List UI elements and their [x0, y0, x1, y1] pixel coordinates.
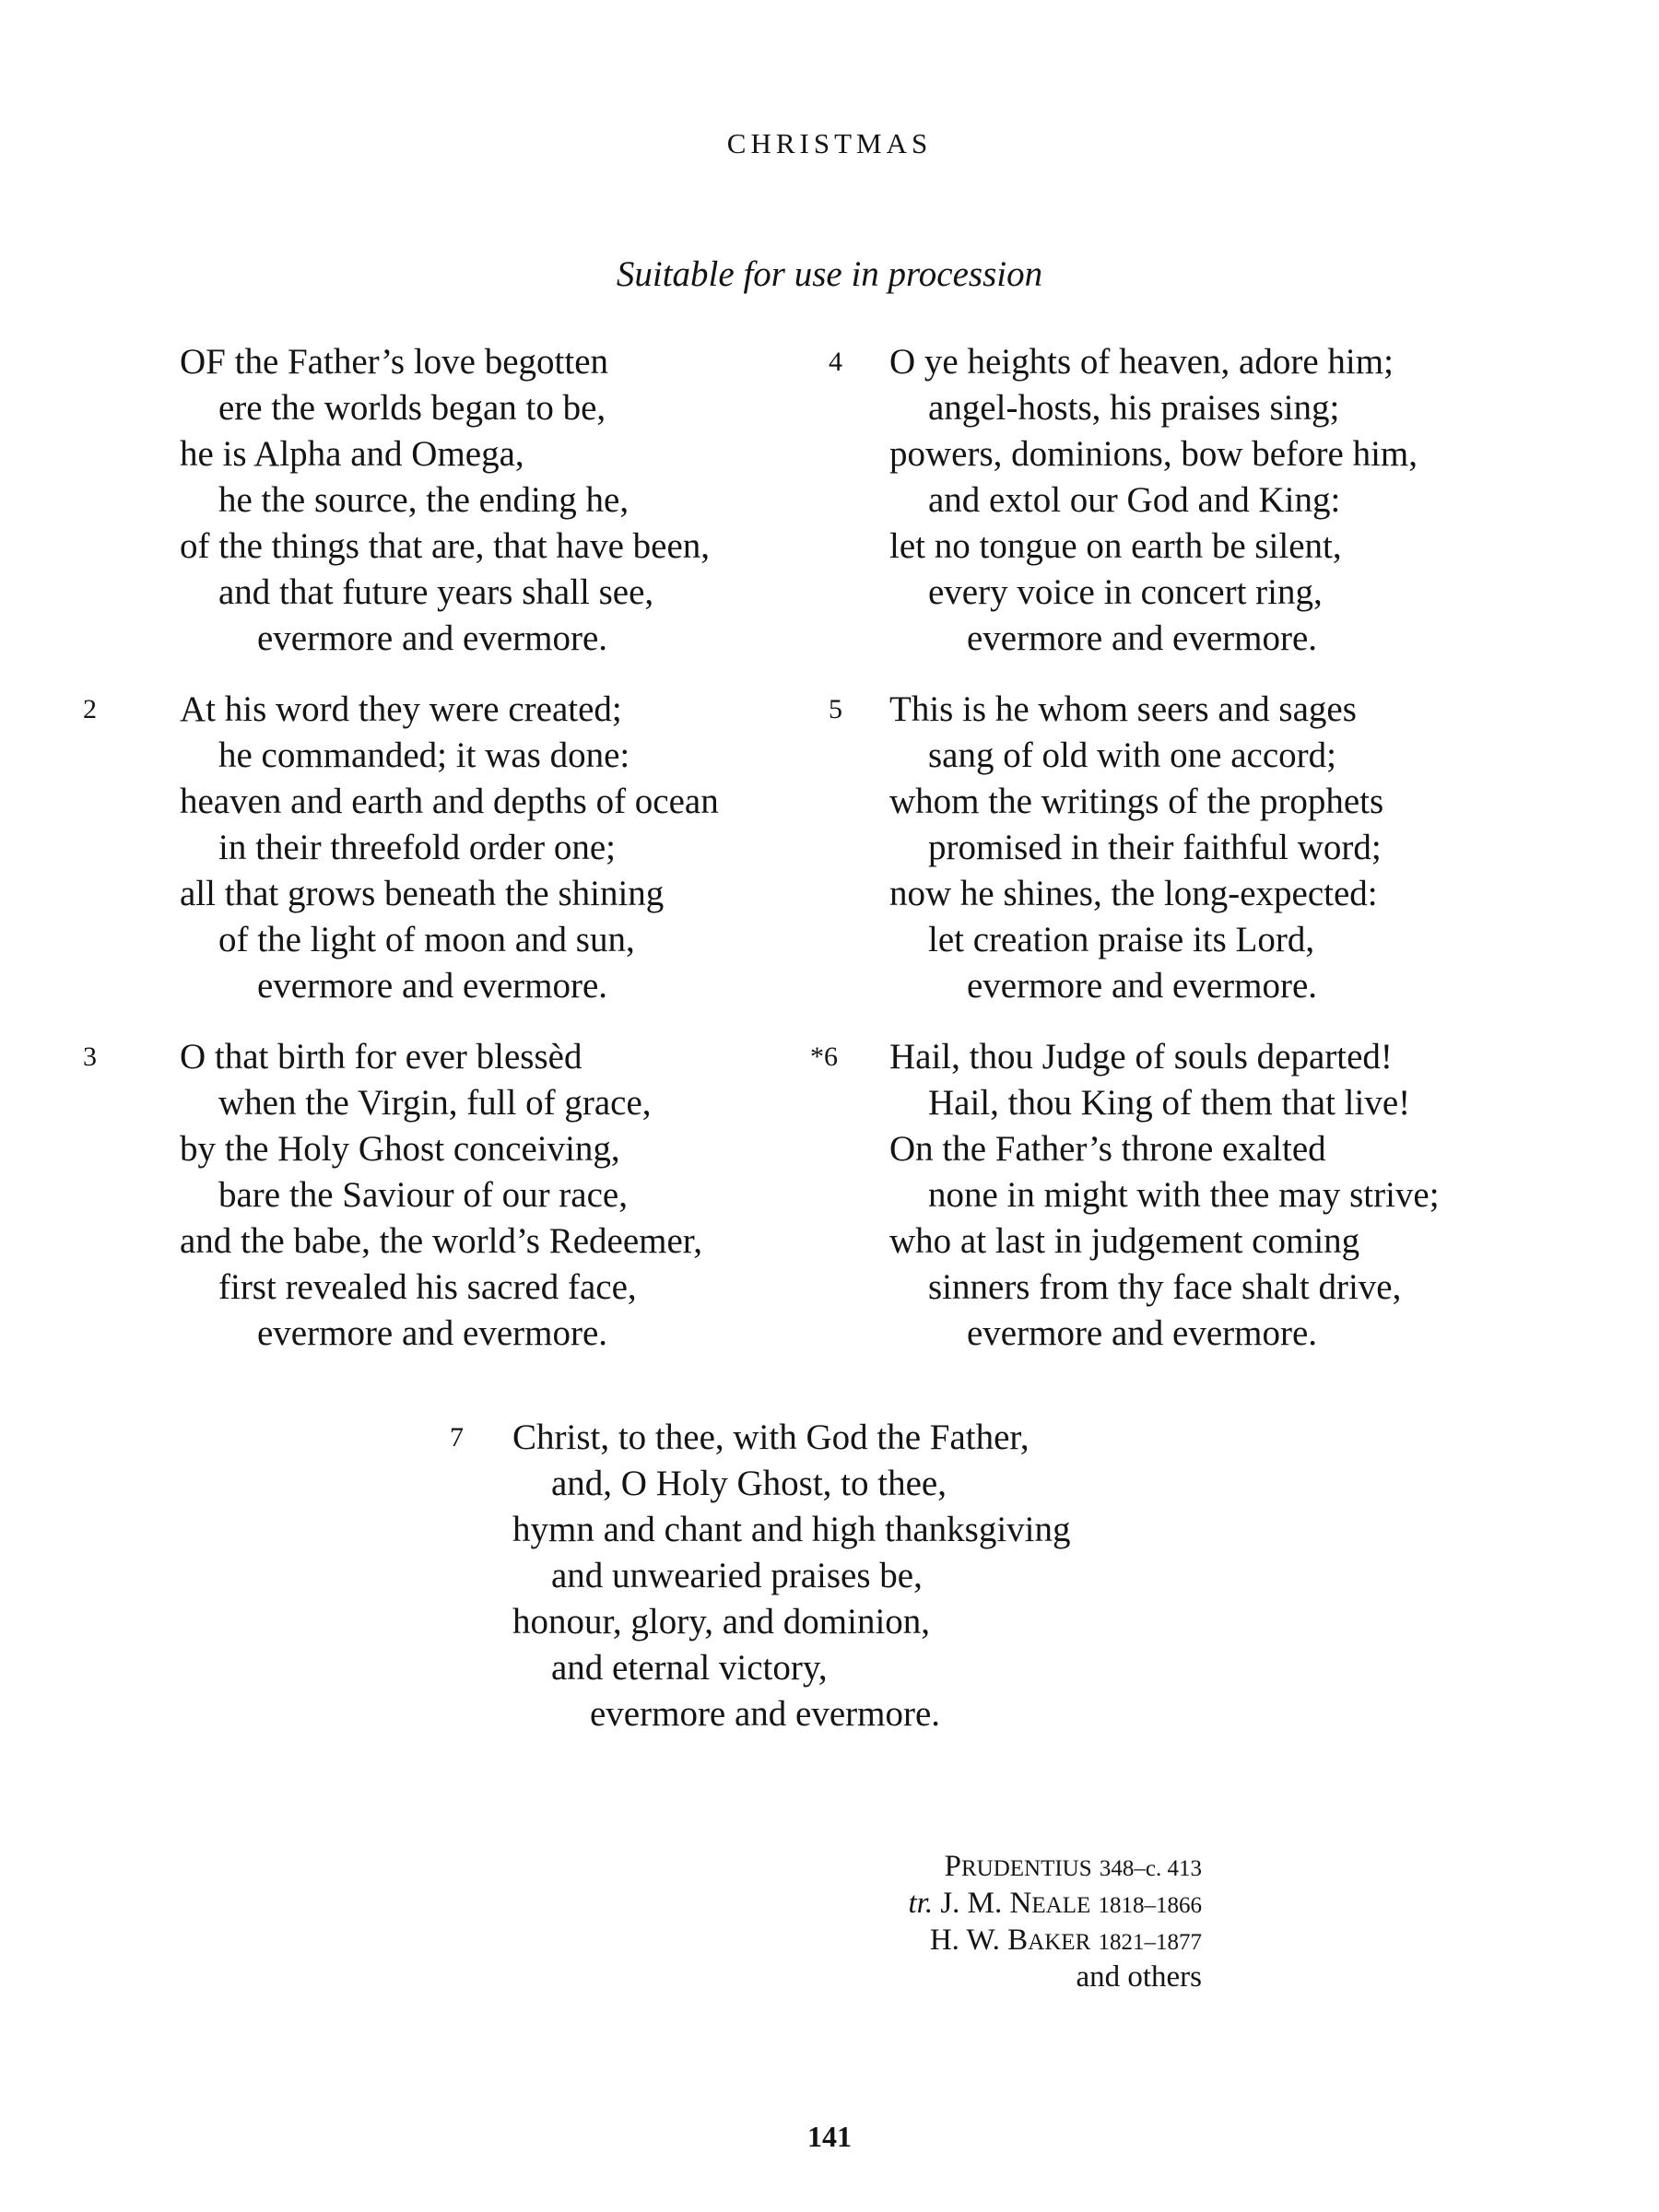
- verse-refrain: evermore and evermore.: [257, 1313, 608, 1353]
- verse-refrain: evermore and evermore.: [257, 618, 608, 658]
- verse-line: first revealed his sacred face,: [218, 1267, 637, 1307]
- verse-number: 4: [829, 347, 842, 377]
- verse-line: promised in their faithful word;: [928, 828, 1382, 867]
- verse-line: now he shines, the long-expected:: [889, 874, 1378, 913]
- author-dates: 348–c. 413: [1099, 1856, 1202, 1881]
- verse-line: sinners from thy face shalt drive,: [928, 1267, 1402, 1307]
- verse-line: by the Holy Ghost conceiving,: [180, 1129, 620, 1169]
- author-name-initial: P: [944, 1850, 961, 1883]
- verse-line: none in might with thee may strive;: [928, 1175, 1440, 1215]
- verse-refrain: evermore and evermore.: [257, 966, 608, 1006]
- verse-line: whom the writings of the prophets: [889, 782, 1384, 821]
- verse-3: [83, 1034, 702, 1357]
- verse-refrain: evermore and evermore.: [967, 966, 1318, 1006]
- attribution-translator-2: [908, 1922, 1202, 1959]
- verse-line: hymn and chant and high thanksgiving: [512, 1510, 1071, 1549]
- verse-line: Hail, thou Judge of souls departed!: [889, 1037, 1393, 1077]
- translator-initials: J. M.: [940, 1887, 1010, 1920]
- verse-line: every voice in concert ring,: [928, 572, 1323, 612]
- verse-line: At his word they were created;: [180, 689, 622, 729]
- verse-line: and, O Holy Ghost, to thee,: [551, 1464, 947, 1503]
- verse-line: angel-hosts, his praises sing;: [928, 388, 1340, 428]
- attribution-others: and others: [1076, 1960, 1202, 1994]
- verse-line: sang of old with one accord;: [928, 735, 1336, 775]
- verse-line: Hail, thou King of them that live!: [928, 1083, 1411, 1123]
- translator-prefix: tr.: [908, 1887, 934, 1920]
- verse-line: he commanded; it was done:: [218, 735, 630, 775]
- page-header: CHRISTMAS: [726, 127, 933, 159]
- verse-line: honour, glory, and dominion,: [512, 1602, 931, 1641]
- verse-line: who at last in judgement coming: [889, 1221, 1360, 1261]
- verse-1: [180, 339, 710, 662]
- translator-name-initial: N: [1009, 1887, 1032, 1920]
- verse-line: let no tongue on earth be silent,: [889, 526, 1342, 566]
- attribution: [908, 1848, 1202, 1995]
- verse-line: of the things that are, that have been,: [180, 526, 711, 566]
- translator-name-rest: AKER: [1028, 1930, 1091, 1955]
- verse-2: [83, 687, 719, 1009]
- verse-line: and that future years shall see,: [218, 572, 654, 612]
- verse-line: This is he whom seers and sages: [889, 689, 1357, 729]
- page-number: 141: [807, 2120, 852, 2153]
- verse-6: [810, 1034, 1440, 1357]
- verse-number: 5: [829, 694, 842, 724]
- translator-initials: H. W.: [929, 1924, 1008, 1957]
- author-name-rest: RUDENTIUS: [960, 1856, 1092, 1881]
- attribution-translator-1: [908, 1885, 1202, 1922]
- verse-line: when the Virgin, full of grace,: [218, 1083, 652, 1123]
- verse-line: On the Father’s throne exalted: [889, 1129, 1326, 1169]
- verse-line: powers, dominions, bow before him,: [889, 434, 1418, 474]
- verse-refrain: evermore and evermore.: [967, 1313, 1318, 1353]
- verse-line: all that grows beneath the shining: [180, 874, 665, 913]
- verse-refrain: evermore and evermore.: [590, 1694, 941, 1734]
- verse-line: of the light of moon and sun,: [218, 920, 635, 959]
- verse-line: bare the Saviour of our race,: [218, 1175, 628, 1215]
- verse-line: in their threefold order one;: [218, 828, 616, 867]
- verse-number: 2: [83, 694, 97, 724]
- translator-name-rest: EALE: [1031, 1893, 1091, 1918]
- verse-line: and unwearied praises be,: [551, 1556, 923, 1595]
- verse-line: and the babe, the world’s Redeemer,: [180, 1221, 702, 1261]
- verse-5: [829, 687, 1384, 1009]
- translator-dates: 1821–1877: [1098, 1930, 1202, 1955]
- translator-name-initial: B: [1007, 1924, 1029, 1957]
- verse-line: ere the worlds began to be,: [218, 388, 606, 428]
- verse-line: Christ, to thee, with God the Father,: [512, 1418, 1030, 1457]
- verse-line: he the source, the ending he,: [218, 480, 629, 520]
- verse-7: [450, 1415, 1071, 1737]
- verse-line: and eternal victory,: [551, 1648, 828, 1688]
- verse-refrain: evermore and evermore.: [967, 618, 1318, 658]
- verse-number: 7: [450, 1422, 464, 1453]
- attribution-author: [908, 1848, 1202, 1885]
- verse-line: let creation praise its Lord,: [928, 920, 1315, 959]
- translator-dates: 1818–1866: [1098, 1893, 1202, 1918]
- verse-line: heaven and earth and depths of ocean: [180, 782, 719, 821]
- verse-line: OF the Father’s love begotten: [180, 342, 609, 382]
- verse-line: O that birth for ever blessèd: [180, 1037, 582, 1077]
- verse-number: *6: [810, 1041, 838, 1072]
- verse-4: [829, 339, 1418, 662]
- verse-line: and extol our God and King:: [928, 480, 1341, 520]
- subtitle: Suitable for use in procession: [616, 254, 1043, 294]
- verse-number: 3: [83, 1041, 97, 1072]
- verse-line: he is Alpha and Omega,: [180, 434, 524, 474]
- verse-line: O ye heights of heaven, adore him;: [889, 342, 1394, 382]
